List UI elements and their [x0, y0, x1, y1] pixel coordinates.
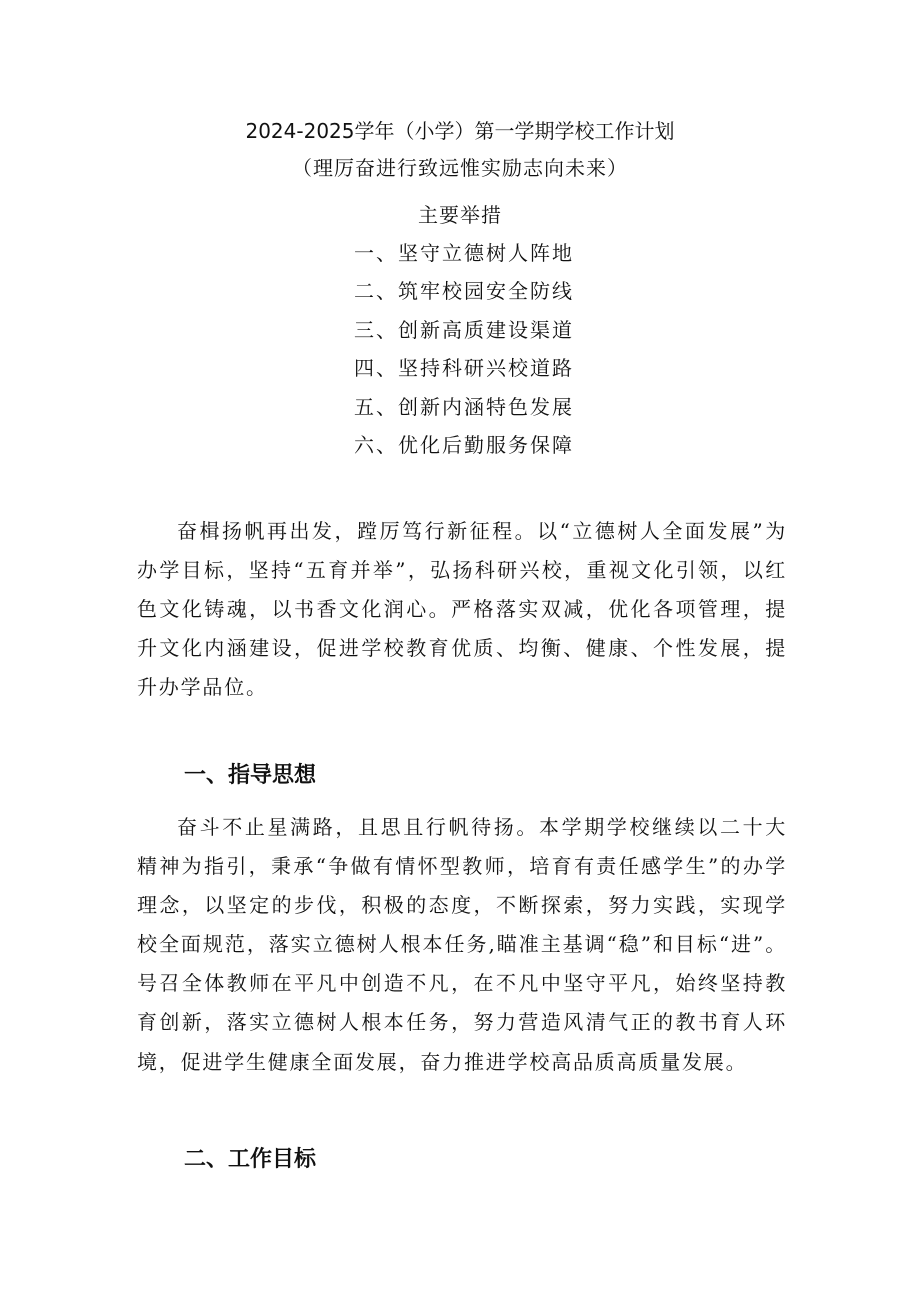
measure-item: 一、坚守立德树人阵地 — [354, 241, 574, 265]
document-title: 2024-2025学年（小学）第一学期学校工作计划 — [245, 119, 675, 143]
measure-item: 三、创新高质建设渠道 — [354, 317, 574, 342]
document-subtitle: （理厉奋进行致远惟实励志向未来） — [292, 156, 628, 180]
guiding-ideology-paragraph: 奋斗不止星满路，且思且行帆待扬。本学期学校继续以二十大精神为指引，秉承“争做有情怀型教师，培育有责任感学生”的办学理念，以坚定的步伐，积极的态度，不断探索，努力实践，实现学校全面规范，落实立德树人根本任务,瞄准主基调“稳”和目标“进”。号召全体教师在平凡中创造不凡，在不凡中坚守平凡，始终坚持教育创新，落实立德树人根本任务，努力营造风清气正的教书育人环境，促进学生健康全面发展，奋力推进学校高品质高质量发展。 — [137, 815, 787, 1074]
measures-heading: 主要举措 — [418, 203, 502, 227]
measure-item: 六、优化后勤服务保障 — [354, 432, 574, 457]
measure-item: 五、创新内涵特色发展 — [354, 394, 574, 419]
section-heading-work-goals: 二、工作目标 — [184, 1147, 317, 1172]
measure-item: 四、坚持科研兴校道路 — [354, 356, 574, 381]
intro-paragraph: 奋楫扬帆再出发，蹚厉笃行新征程。以“立德树人全面发展”为办学目标，坚持“五育并举”，弘扬科研兴校，重视文化引领，以红色文化铸魂，以书香文化润心。严格落实双减，优化各项管理，提升文化内涵建设，促进学校教育优质、均衡、健康、个性发展，提升办学品位。 — [137, 519, 787, 700]
measure-item: 二、筑牢校园安全防线 — [354, 279, 574, 304]
section-heading-guiding-ideology: 一、指导思想 — [184, 763, 317, 788]
measures-list — [354, 239, 574, 469]
